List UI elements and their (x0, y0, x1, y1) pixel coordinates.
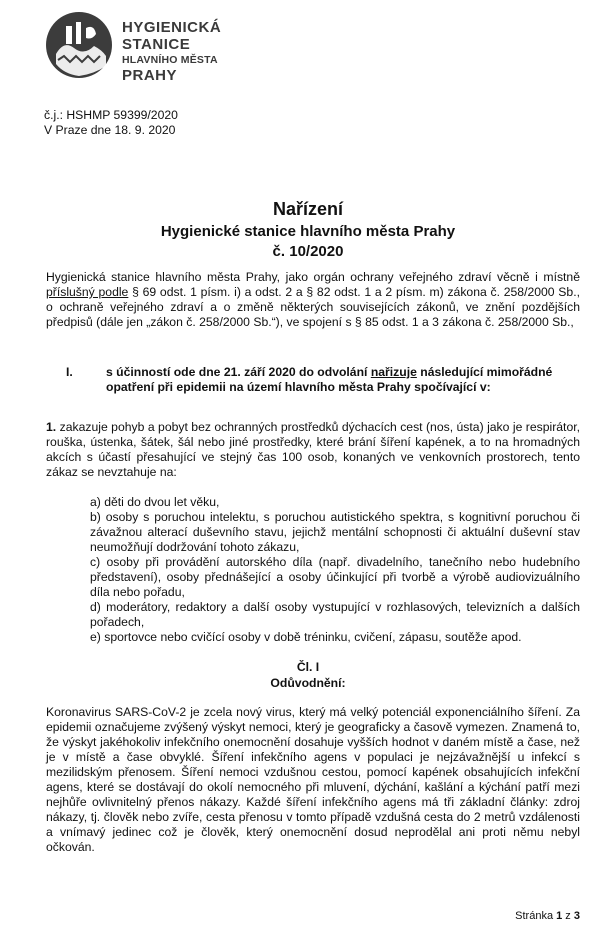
logo-emblem-icon (44, 10, 114, 80)
measure-text: zakazuje pohyb a pobyt bez ochranných prostředků dýchacích cest (nos, ústa) jako je respirátor, rouška, ústenka, šátek, šál nebo jiné prostředky, které brání šíření kapének, a to na hromadných akcích s účastí přesahující ve stejný čas 100 osob, konaných ve venkovních prostorech, tento zákaz se nevztahuje na: (46, 420, 580, 479)
reference-block (44, 108, 178, 138)
measure-number: 1. (46, 420, 57, 434)
page-footer: Stránka 1 z 3 (515, 910, 580, 922)
logo-line-3: HLAVNÍHO MĚSTA (122, 54, 218, 66)
exception-item: c) osoby při provádění autorského díla (např. divadelního, tanečního nebo hudebního představení), osoby přednášející a osoby účinkující při tvorbě a výrobě audiovizuálního díla nebo pořadu, (90, 555, 580, 599)
reference-number: č.j.: HSHMP 59399/2020 (44, 108, 178, 122)
document-subtitle: Hygienické stanice hlavního města Prahy (160, 223, 456, 240)
document-title: Nařízení (272, 199, 344, 219)
logo-line-1: HYGIENICKÁ (122, 19, 222, 36)
institution-logo (44, 10, 284, 94)
total-pages: 3 (573, 910, 580, 922)
intro-paragraph (46, 270, 580, 330)
intro-text-end: § 69 odst. 1 písm. i) a odst. 2 a § 82 odst. 1 a 2 písm. m) zákona č. 258/2000 Sb., o ochraně veřejného zdraví a o změně některých souvisejících zákonů, ve znění pozdějších předpisů (dále jen „zákon č. 258/2000 Sb.“), ve spojení s § 85 odst. 1 a 3 zákona č. 258/2000 Sb., (46, 285, 580, 329)
document-number: č. 10/2020 (272, 243, 344, 260)
intro-text-start: Hygienická stanice hlavního města Prahy, jako orgán ochrany veřejného zdraví věcně i místně (46, 270, 580, 284)
document-heading (0, 199, 616, 260)
intro-underlined-text: příslušný podle (46, 285, 129, 299)
exception-item: d) moderátory, redaktory a další osoby vystupující v rozhlasových, televizních a dalších pořadech, (90, 600, 580, 629)
current-page: 1 (556, 910, 563, 922)
logo-line-2: STANICE (122, 36, 191, 53)
section-one (66, 365, 586, 395)
chapter-heading (0, 659, 616, 691)
section-number: I. (66, 365, 73, 379)
reference-date: V Praze dne 18. 9. 2020 (44, 123, 176, 137)
chapter-title: Odůvodnění: (270, 676, 346, 690)
exception-item: a) děti do dvou let věku, (90, 495, 220, 509)
exceptions-list (90, 495, 580, 645)
measure-paragraph (46, 420, 580, 480)
exception-item: b) osoby s poruchou intelektu, s poruchou autistického spektra, s kognitivní poruchou či závažnou alterací duševního stavu, jejichž mentální schopnosti či aktuální duševní stav neumožňují dodržování tohoto zákazu, (90, 510, 580, 554)
section-underlined-text: nařizuje (370, 365, 417, 379)
exception-item: e) sportovce nebo cvičící osoby v době tréninku, cvičení, zápasu, soutěže apod. (90, 630, 522, 644)
logo-line-4: PRAHY (122, 66, 178, 84)
section-text: s účinností ode dne 21. září 2020 do odvolání nařizuje následující mimořádné opatření při epidemii na území hlavního města Prahy spočívající v: (106, 365, 553, 394)
chapter-label: Čl. I (296, 660, 320, 674)
reasoning-paragraph: Koronavirus SARS-CoV-2 je zcela nový virus, který má velký potenciál exponenciálního šíření. Za epidemii označujeme zvýšený výskyt nemoci, který je geograficky a časově vymezen. Znamená to, že výskyt jakéhokoliv infekčního onemocnění dosahuje vyšších hodnot v daném místě a čase, než je v místě a čase obvyklé. Šíření infekčního agens v populaci je nejzávažnější u infekcí s mezilidským přenosem. Šíření nemoci vzdušnou cestou, pomocí kapének obsahujících infekční agens, které se dostávají do okolí nemocného při mluvení, dýchání, kašlání a kýchání patří mezi nejhůře ovlivnitelný přenos nákazy. Každé šíření infekčního agens má tři základní články: zdroj nákazy, tj. člověk nebo zvíře, cesta přenosu v tomto případě vzdušná cesta do 2 metrů vzdálenosti a vnímavý jedinec což je člověk, který onemocnění dosud neprodělal ani proti němu nebyl očkován. (46, 705, 580, 854)
